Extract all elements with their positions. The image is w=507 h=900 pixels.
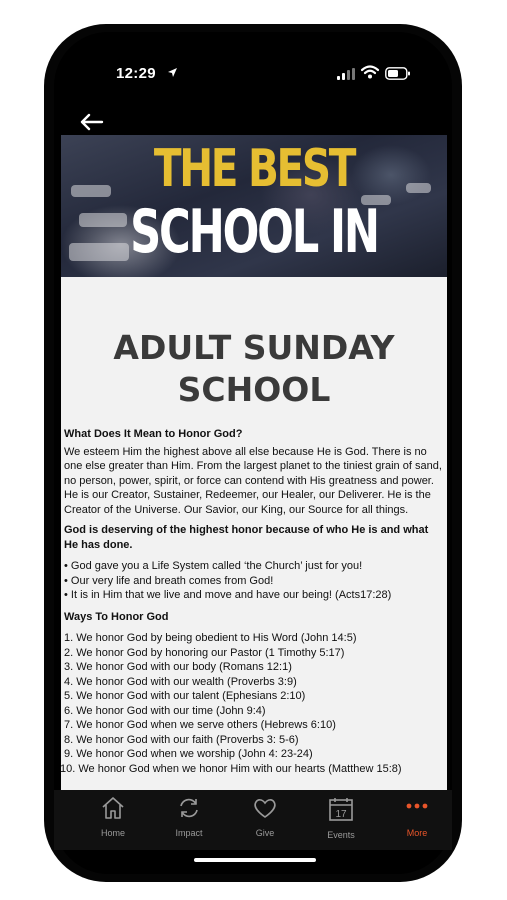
hero-banner — [61, 135, 447, 277]
back-arrow-icon[interactable] — [78, 112, 104, 132]
calendar-icon — [328, 796, 354, 822]
tab-label: Impact — [175, 828, 203, 838]
page-title-line-1: ADULT SUNDAY — [113, 328, 395, 367]
bullet-list — [64, 559, 445, 603]
cellular-signal-icon — [337, 68, 355, 80]
heart-icon — [252, 796, 278, 820]
more-dots-icon — [404, 796, 430, 820]
status-bar — [54, 32, 452, 102]
tab-label: Events — [327, 830, 355, 840]
tab-home[interactable] — [83, 796, 143, 838]
tab-give[interactable] — [235, 796, 295, 838]
banner-headline-1: THE BEST — [153, 139, 355, 199]
screen — [54, 32, 452, 874]
list-item: 4. We honor God with our wealth (Proverbs 3:9) — [64, 675, 297, 688]
phone-frame — [44, 24, 462, 882]
wifi-icon — [361, 65, 379, 79]
list-item: 8. We honor God with our faith (Proverbs 3: 5-6) — [64, 733, 299, 746]
list-item: 6. We honor God with our time (John 9:4) — [64, 704, 266, 717]
bullet-item: • Our very life and breath comes from God! — [64, 574, 274, 587]
bullet-item: • It is in Him that we live and move and have our being! (Acts17:28) — [64, 589, 392, 601]
battery-icon — [385, 67, 411, 80]
status-time: 12:29 — [116, 65, 156, 82]
bullet-item: • God gave you a Life System called ‘the Church’ just for you! — [64, 560, 363, 572]
refresh-icon — [176, 796, 202, 820]
list-item: 1. We honor God by being obedient to His Word (John 14:5) — [64, 632, 357, 644]
tab-impact[interactable] — [159, 796, 219, 838]
calendar-day: 17 — [335, 809, 347, 820]
page-title — [61, 327, 447, 411]
ways-list — [60, 631, 445, 776]
list-item: 7. We honor God when we serve others (Hebrews 6:10) — [64, 719, 336, 731]
list-item: 9. We honor God when we worship (John 4: 23-24) — [64, 748, 313, 760]
home-icon — [100, 796, 126, 820]
tab-events[interactable] — [311, 796, 371, 840]
home-indicator[interactable] — [194, 858, 316, 862]
tab-label: Home — [100, 828, 125, 838]
section-heading: Ways To Honor God — [64, 610, 169, 623]
content-panel — [61, 277, 447, 807]
list-item: 3. We honor God with our body (Romans 12:1) — [64, 661, 292, 673]
bold-statement: God is deserving of the highest honor because of who He is and what He has done. — [64, 524, 429, 551]
location-arrow-icon — [167, 67, 178, 78]
tab-label: Give — [255, 828, 275, 838]
article-body — [61, 427, 447, 776]
section-heading: What Does It Mean to Honor God? — [64, 428, 243, 440]
list-item: 10. We honor God when we honor Him with our hearts (Matthew 15:8) — [60, 762, 402, 775]
paragraph: We esteem Him the highest above all else because He is God. There is no one else greater than Him. From the largest planet to the tiniest grain of sand, no person, power, spirit, or force can contend with His greatness and power. He is our Creator, Sustainer, Redeemer, our Healer, our Deliverer. He is the Creator of the Universe. Our Savior, our King, our Source for all things. — [64, 445, 442, 516]
page-title-line-2: SCHOOL — [177, 370, 331, 409]
banner-headline-2: SCHOOL IN — [130, 197, 378, 267]
tab-more[interactable] — [387, 796, 447, 838]
list-item: 2. We honor God by honoring our Pastor (1 Timothy 5:17) — [64, 646, 345, 659]
bottom-tab-bar — [54, 790, 452, 850]
list-item: 5. We honor God with our talent (Ephesians 2:10) — [64, 690, 306, 702]
tab-label: More — [406, 828, 428, 838]
